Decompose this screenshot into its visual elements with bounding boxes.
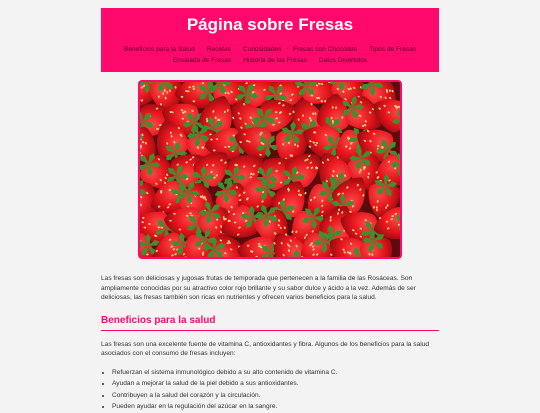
nav-link-recetas[interactable]: Recetas (207, 46, 231, 53)
list-item: • Contribuyen a la salud del corazón y la circulación. (112, 390, 439, 402)
nav-link-tipos[interactable]: Tipos de Fresas (369, 46, 416, 53)
list-item: • Ayudan a mejorar la salud de la piel debido a sus antioxidantes. (112, 378, 439, 390)
section-title-benefits: Beneficios para la salud (101, 315, 439, 331)
benefits-list (101, 367, 439, 413)
site-header (101, 8, 439, 72)
hero-image-wrapper (101, 80, 439, 264)
benefits-paragraph: Las fresas son una excelente fuente de vitamina C, antioxidantes y fibra. Algunos de los beneficios para la salud asociados con el consumo de fresas incluyen: (101, 340, 439, 359)
nav-link-beneficios[interactable]: Beneficios para la Salud (124, 46, 195, 53)
page-container (101, 8, 439, 413)
nav-link-curiosidades[interactable]: Curiosidades (243, 46, 281, 53)
strawberries-photo (138, 80, 402, 259)
strawberries-illustration (140, 82, 400, 257)
list-item: • Refuerzan el sistema inmunológico debido a su alto contenido de vitamina C. (112, 367, 439, 379)
nav-link-historia[interactable]: Historia de las Fresas (243, 57, 307, 64)
nav-link-fresas-chocolate[interactable]: Fresas con Chocolate (293, 46, 357, 53)
nav-link-datos[interactable]: Datos Divertidos (319, 57, 367, 64)
page-title: Página sobre Fresas (101, 15, 439, 35)
nav-link-ensalada[interactable]: Ensalada de Fresas (173, 57, 232, 64)
list-item: • Pueden ayudar en la regulación del azúcar en la sangre. (112, 401, 439, 413)
main-nav (111, 44, 429, 66)
intro-paragraph: Las fresas son deliciosas y jugosas frutas de temporada que pertenecen a la familia de las Rosáceas. Son ampliamente conocidas por su atractivo color rojo brillante y su sabor dulce y ácido a la vez. Además de ser deliciosas, las fresas también son ricas en nutrientes y ofrecen varios beneficios para la salud. (101, 274, 439, 303)
